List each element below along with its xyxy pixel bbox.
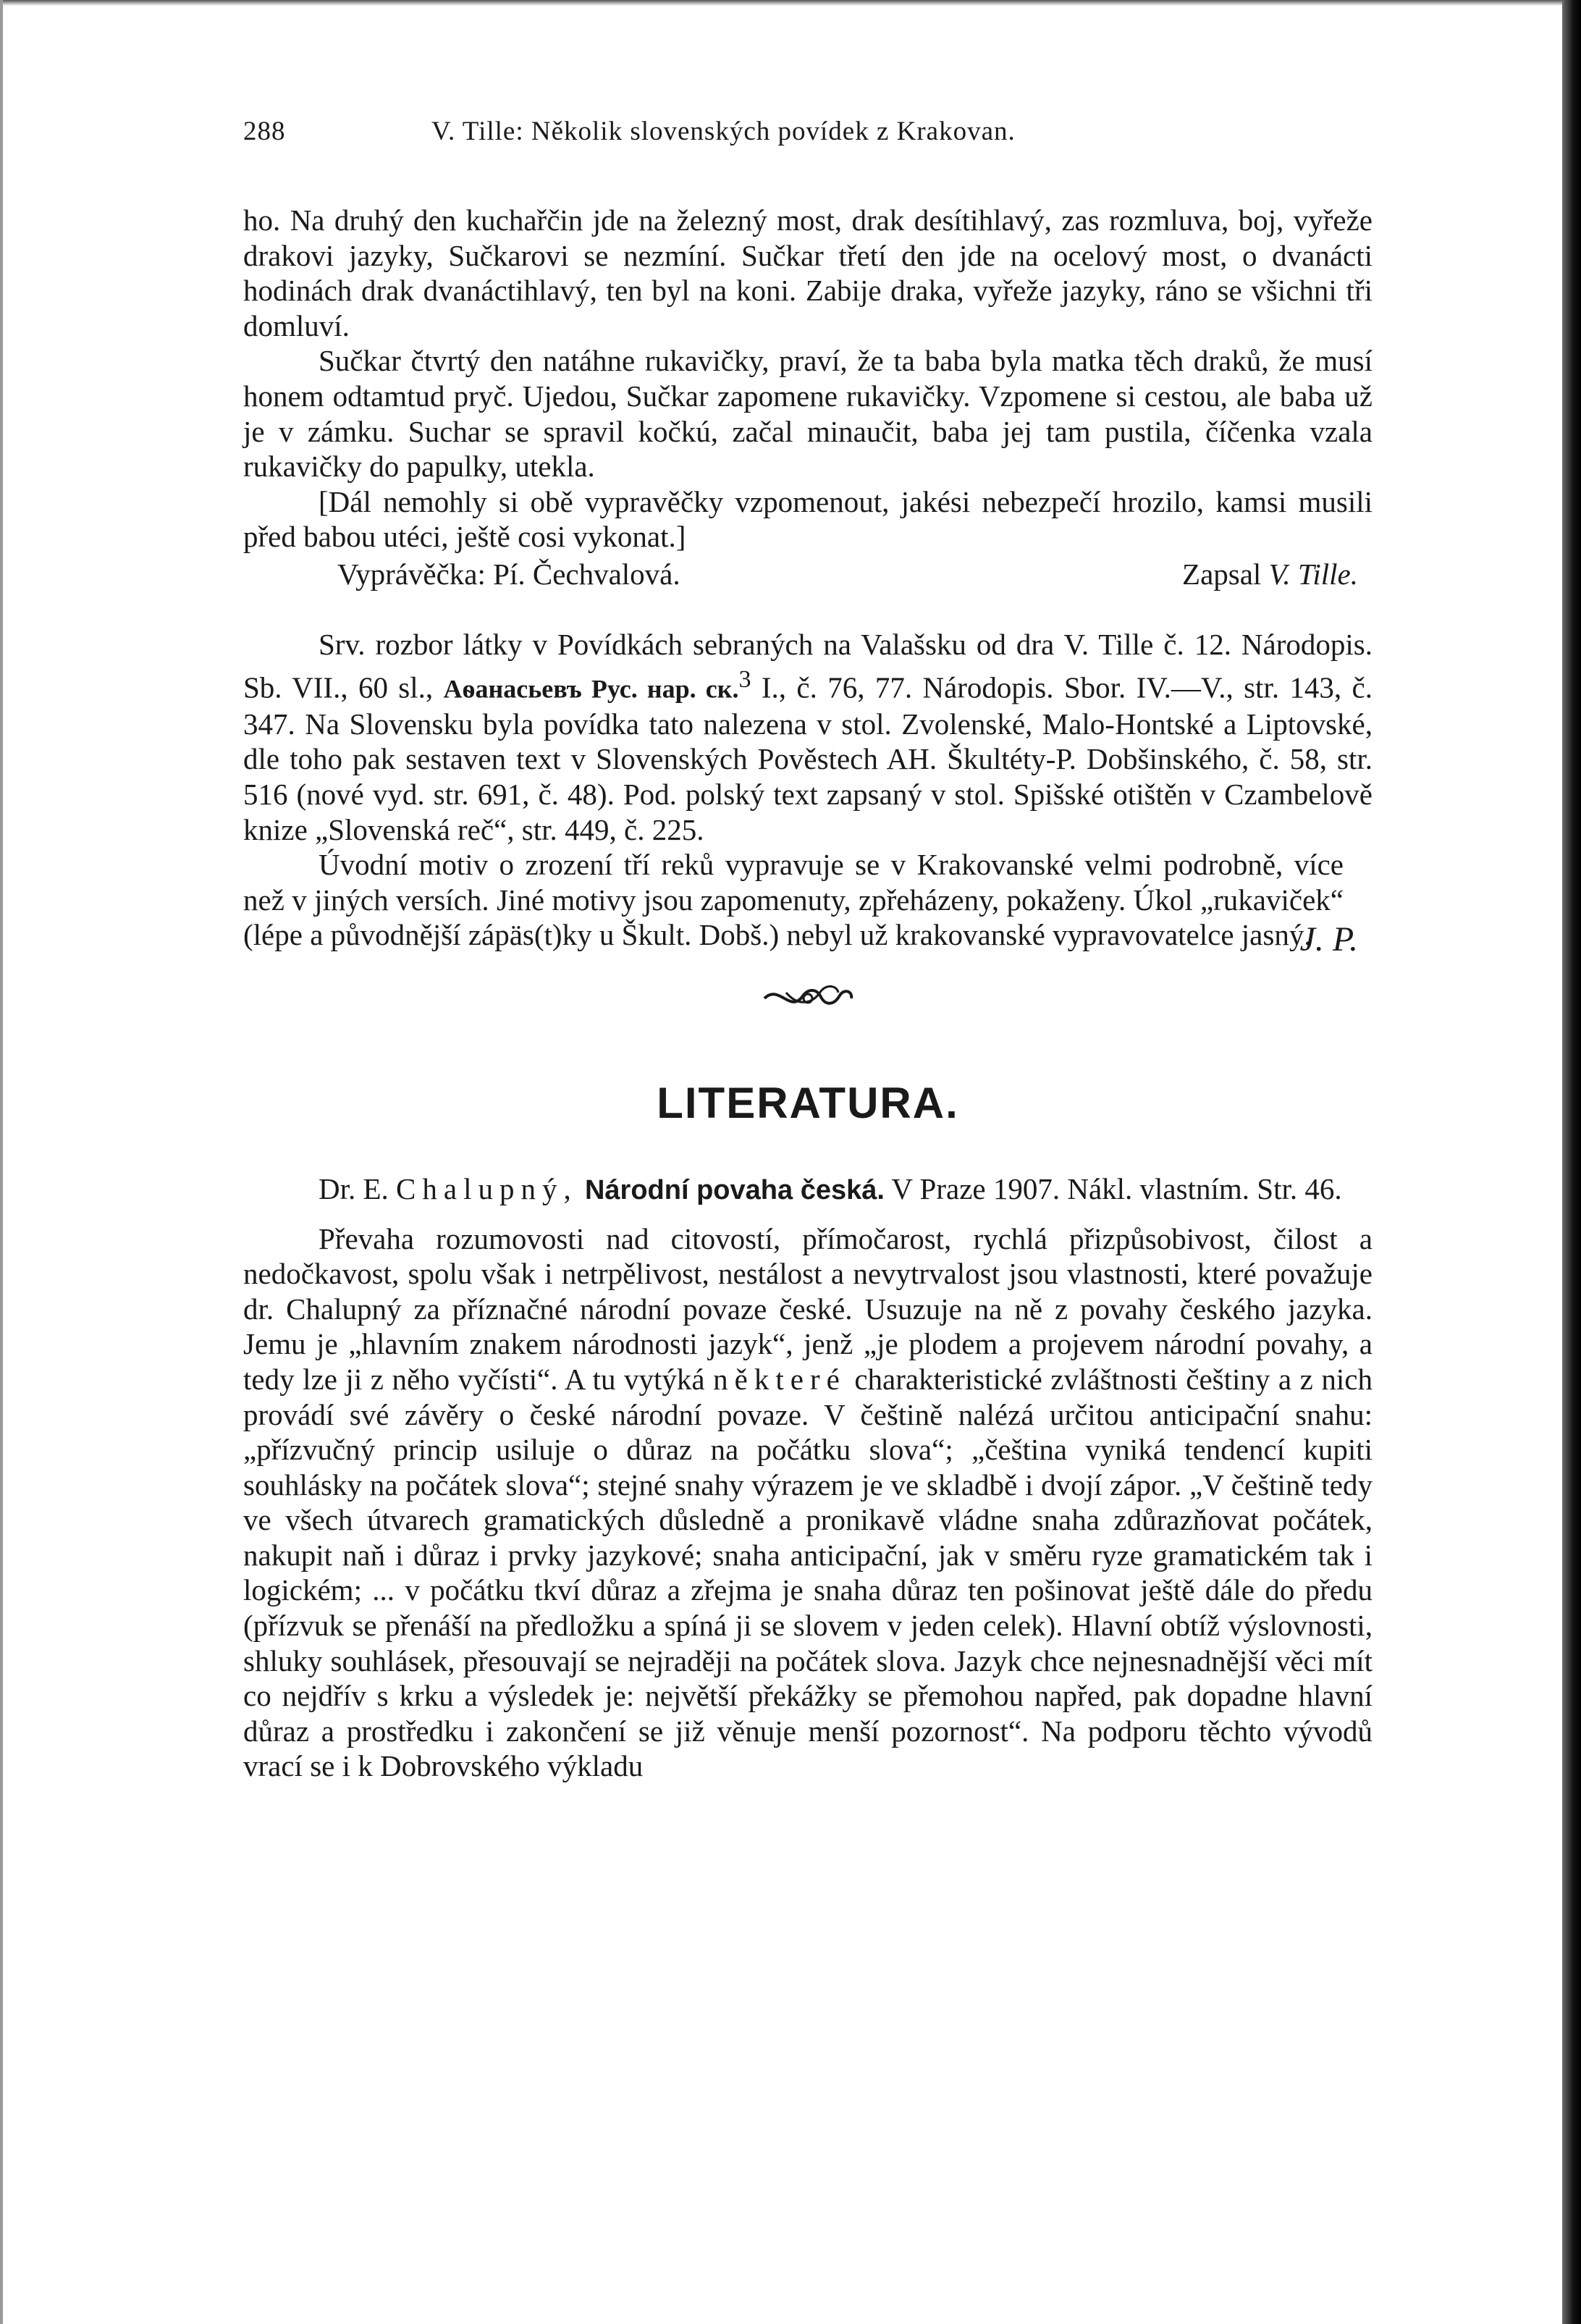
note-paragraph-1 [243, 627, 1373, 847]
running-head [243, 116, 1373, 159]
note-paragraph-2-block [243, 847, 1373, 953]
entry-suffix: V Praze 1907. Nákl. vlastním. Str. 46. [884, 1171, 1342, 1205]
note-1-text-b: I., č. 76, 77. Národopis. Sbor. IV.—V., str. 143, č. 347. Na Slovensku byla povídka tato nalezena v stol. Zvolenské, Malo-Hontské a Liptovské, dle toho pak sestaven text v Slovenských Pověstech AH. Škultéty-P. Dobšinského, č. 58, str. 516 (nové vyd. str. 691, č. 48). Pod. polský text zapsaný v stol. Spišské otištěn v Czambelově knize „Slovenská reč“, str. 449, č. 225. [243, 670, 1373, 846]
note-1-superscript: 3 [738, 665, 751, 693]
entry-title: Národní povaha česká. [584, 1174, 885, 1205]
page-number: 288 [243, 117, 286, 146]
ornament-flourish-icon [757, 977, 859, 1017]
page [243, 116, 1373, 1784]
note-paragraph-2: Úvodní motiv o zrození tří reků vypravuje se v Krakovanské velmi podrobně, více než v jiných versích. Jiné motivy jsou zapomenuty, zpřeházeny, pokaženy. Úkol „rukaviček“ (lépe a původnější zápäs(t)ky u Škult. Dobš.) nebyl už krakovanské vypravovatelce jasný. [243, 848, 1344, 952]
running-title: V. Tille: Několik slovenských povídek z Krakovan. [431, 117, 1016, 146]
author-initials: J. P. [1299, 919, 1358, 959]
review-paragraph [243, 1221, 1373, 1785]
entry-author: Chalupný, [396, 1171, 578, 1205]
attribution-line [243, 555, 1373, 594]
ornament-divider [243, 977, 1373, 1020]
recorder-credit [1182, 555, 1358, 594]
narrator-credit: Vyprávěčka: Pí. Čechvalová. [337, 557, 680, 591]
bibliography-entry [243, 1171, 1373, 1208]
scan-edge-right [1562, 0, 1581, 2324]
story-paragraph-1: ho. Na druhý den kuchařčin jde na železný most, drak desítihlavý, zas rozmluva, boj, vyřeže drakovi jazyky, Sučkarovi se nezmíní. Sučkar třetí den jde na ocelový most, o dvanácti hodinách drak dvanáctihlavý, ten byl na koni. Zabije draka, vyřeže jazyky, ráno se všichni tři domluví. [243, 203, 1373, 342]
note-1-cyrillic-ref: Аѳанасьевъ Рус. нар. ск. [443, 674, 739, 704]
story-paragraph-2: Sučkar čtvrtý den natáhne rukavičky, praví, že ta baba byla matka těch draků, že musí honem odtamtud pryč. Ujedou, Sučkar zapomene rukavičky. Vzpomene si cestou, ale baba už je v zámku. Suchar se spravil kočkú, začal minaučit, baba jej tam pustila, číčenka vzala rukavičky do papulky, utekla. [243, 344, 1373, 484]
recorder-prefix: Zapsal [1182, 557, 1269, 591]
story-paragraph-3: [Dál nemohly si obě vypravěčky vzpomenout, jakési nebezpečí hrozilo, kamsi musili před babou utéci, ještě cosi vykonat.] [243, 484, 1373, 554]
review-text-a: Převaha rozumovosti nad citovostí, přímočarost, rychlá přizpůsobivost, čilost a nedočkavost, spolu však i netrpělivost, nestálost a nevytrvalost jsou vlastnosti, které považuje dr. Chalupný za příznačné národní povaze české. Usuzuje na ně z povahy českého jazyka. Jemu je „hlavním znakem národnosti jazyk“, jenž „je plodem a projevem národní povahy, a tedy lze ji z něho vyčísti“. A tu vytýká [243, 1221, 1373, 1396]
review-spaced-word: některé [713, 1362, 846, 1396]
review-text-b: charakteristické zvláštnosti češtiny a z nich provádí své závěry o české národní povaze. V češtině nalézá určitou anticipační snahu: „přízvučný princip usiluje o důraz na počátku slova“; „čeština vyniká tendencí kupiti souhlásky na počátek slova“; stejné snahy výrazem je ve skladbě i dvojí zápor. „V češtině tedy ve všech útvarech gramatických důsledně a pronikavě vládne snaha zdůrazňovat počátek, nakupit naň i důraz i prvky jazykové; snaha anticipační, jak v směru ryze gramatickém tak i logickém; ... v počátku tkví důraz a zřejma je snaha důraz ten pošinovat ještě dále do předu (přízvuk se přenáší na předložku a spíná ji se slovem v jeden celek). Hlavní obtíž výslovnosti, shluky souhlásek, přesouvají se nejraději na počátek slova. Jazyk chce nejnesnadnější věci mít co nejdřív s krku a výsledek je: největší překážky se přemohou napřed, pak dopadne hlavní důraz a prostředku i zakončení se již věnuje menší pozornost“. Na podporu těchto vývodů vrací se i k Dobrovského výkladu [243, 1362, 1373, 1783]
entry-prefix: Dr. E. [319, 1171, 397, 1205]
section-heading: LITERATURA. [657, 1078, 959, 1127]
note-1-text-a: Srv. rozbor látky v Povídkách sebraných na Valašsku od dra V. Tille č. 12. Národopis. Sb. VII., 60 sl., [243, 627, 1373, 704]
recorder-name: V. Tille. [1268, 557, 1358, 591]
scan-edge-top [0, 0, 1581, 6]
scan-edge-left [0, 0, 3, 2324]
